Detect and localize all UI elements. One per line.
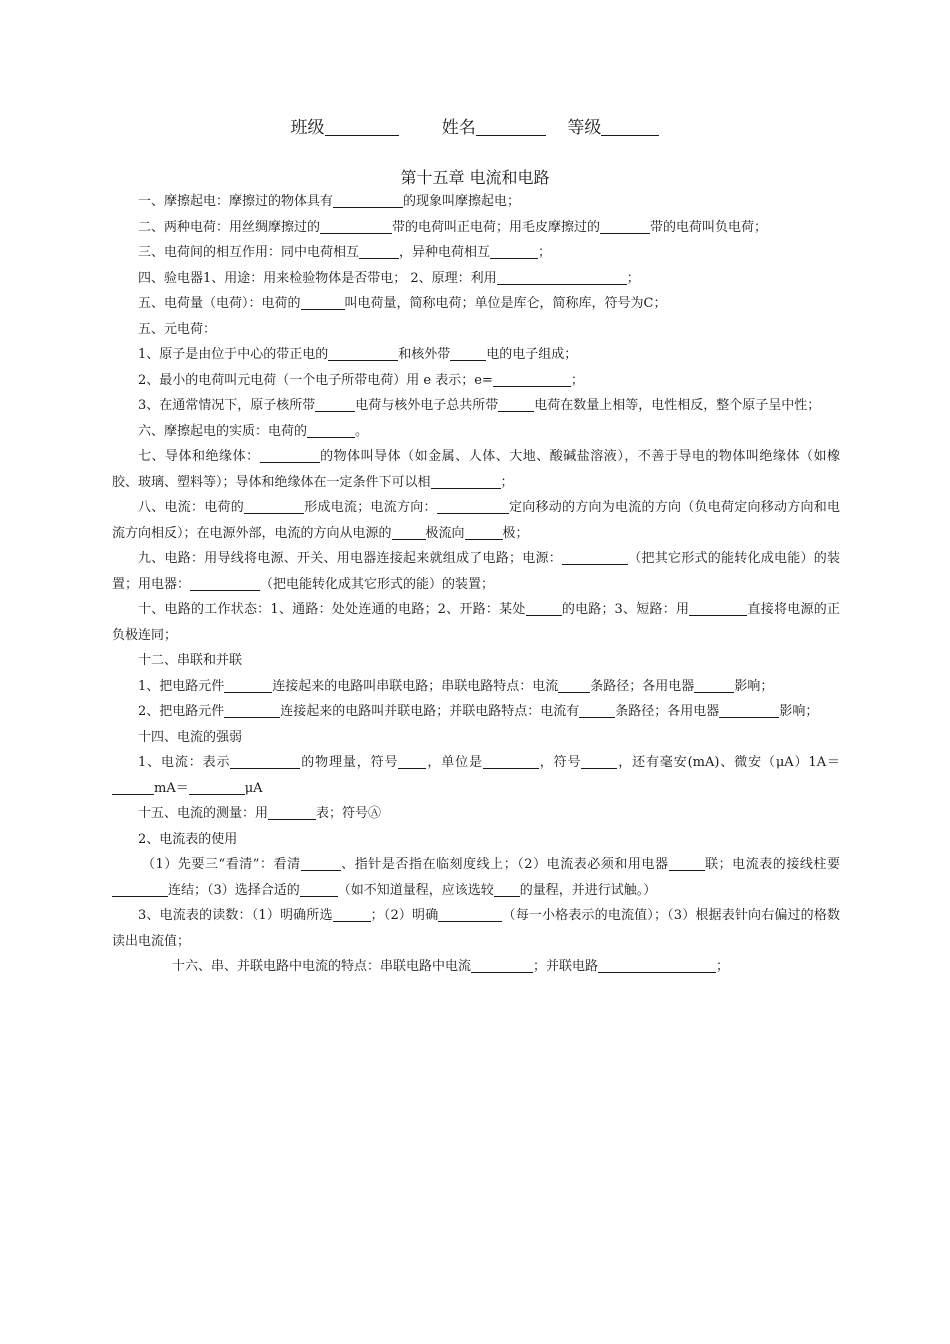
blank bbox=[112, 779, 154, 795]
text-segment: 定向移动的方向为电流的方向（负电荷定向移动方向和电流方向相反）；在电源外部，电流的方向从电源的 bbox=[112, 500, 840, 541]
item-ammeter-reading bbox=[112, 903, 840, 954]
text-segment: 一、摩擦起电：摩擦过的物体具有 bbox=[138, 194, 334, 209]
blank bbox=[719, 702, 779, 718]
text-segment: 形成电流；电流方向： bbox=[304, 500, 437, 515]
blank bbox=[224, 677, 272, 693]
text-segment: 的电路；3、短路：用 bbox=[561, 602, 690, 617]
blank bbox=[490, 243, 538, 259]
text-segment: 五、电荷量（电荷）：电荷的 bbox=[138, 296, 301, 311]
blank bbox=[268, 804, 316, 820]
blank bbox=[465, 524, 503, 540]
blank bbox=[694, 677, 734, 693]
text-segment: 2、把电路元件 bbox=[138, 704, 225, 719]
class-blank bbox=[325, 120, 399, 136]
text-segment: ，异种电荷相互 bbox=[399, 245, 491, 260]
text-segment: 带的电荷叫正电荷；用毛皮摩擦过的 bbox=[392, 219, 601, 235]
blank bbox=[581, 753, 617, 769]
blank bbox=[320, 218, 392, 234]
text-segment: 表；符号Ⓐ bbox=[316, 806, 382, 821]
item-ammeter-usage bbox=[112, 852, 840, 903]
item-current bbox=[112, 495, 840, 546]
text-segment: 叫电荷量，简称电荷；单位是库仑，简称库，符号为C； bbox=[344, 296, 667, 311]
item-charge-interaction bbox=[112, 240, 840, 266]
text-segment: mA＝ bbox=[154, 780, 189, 796]
text-segment: 九、电路：用导线将电源、开关、用电器连接起来就组成了电路；电源： bbox=[138, 551, 562, 566]
text-segment: 1、原子是由位于中心的带正电的 bbox=[138, 347, 329, 362]
item-electroscope bbox=[112, 266, 840, 292]
blank bbox=[190, 575, 260, 591]
item-atom-structure bbox=[112, 342, 840, 368]
text-segment: 十六、串、并联电路中电流的特点：串联电路中电流 bbox=[172, 959, 472, 974]
text-segment: 条路径；各用电器 bbox=[590, 678, 695, 694]
text-segment: 影响； bbox=[734, 678, 774, 694]
blank bbox=[431, 473, 501, 489]
text-segment: 影响； bbox=[779, 704, 819, 719]
blank bbox=[579, 702, 615, 718]
text-segment: ，单位是 bbox=[426, 755, 483, 770]
grade-blank bbox=[601, 120, 659, 136]
blank bbox=[493, 371, 571, 387]
item-two-charges bbox=[112, 215, 840, 241]
chapter-title: 第十五章 电流和电路 bbox=[400, 168, 550, 187]
text-segment: 八、电流：电荷的 bbox=[138, 500, 244, 515]
text-segment: 电荷与核外电子总共所带 bbox=[355, 398, 499, 413]
text-segment: 3、在通常情况下，原子核所带 bbox=[138, 398, 316, 413]
blank bbox=[307, 422, 355, 438]
item-elementary-charge bbox=[112, 368, 840, 394]
blank bbox=[437, 498, 509, 514]
blank bbox=[398, 753, 426, 769]
text-segment: 1、电流：表示 bbox=[138, 755, 231, 770]
text-segment: 四、验电器1、用途：用来检验物体是否带电； 2、原理：利用 bbox=[138, 270, 497, 286]
item-atom-neutral bbox=[112, 393, 840, 419]
text-segment: 和核外带 bbox=[398, 347, 451, 362]
blank bbox=[450, 345, 486, 361]
blank bbox=[301, 294, 345, 310]
blank bbox=[558, 677, 590, 693]
item-electrification-essence bbox=[112, 419, 840, 445]
item-series-parallel-heading: 十二、串联和并联 bbox=[138, 653, 243, 668]
text-segment: 电荷在数量上相等，电性相反，整个原子呈中性； bbox=[534, 398, 821, 413]
item-charge-quantity bbox=[112, 291, 840, 317]
item-series-circuit bbox=[112, 674, 840, 700]
text-segment: 条路径；各用电器 bbox=[615, 704, 720, 719]
text-segment: ； bbox=[570, 372, 584, 388]
blank bbox=[112, 881, 168, 897]
text-segment: 联；电流表的接线柱要 bbox=[704, 857, 840, 872]
text-segment: （如不知道量程，应该选较 bbox=[337, 882, 494, 898]
text-segment: ； bbox=[500, 474, 514, 490]
text-segment: 六、摩擦起电的实质：电荷的 bbox=[138, 423, 308, 439]
worksheet-content bbox=[112, 189, 840, 980]
text-segment: ；（2）明确 bbox=[370, 908, 439, 923]
text-segment: 三、电荷间的相互作用：同中电荷相互 bbox=[138, 245, 360, 260]
blank bbox=[438, 906, 502, 922]
text-segment: （1）先要三“看清”：看清 bbox=[142, 857, 301, 872]
student-info-header bbox=[0, 113, 950, 138]
blank bbox=[498, 396, 534, 412]
text-segment: 连接起来的电路叫串联电路；串联电路特点：电流 bbox=[272, 678, 559, 694]
blank bbox=[598, 957, 716, 973]
blank bbox=[562, 549, 628, 565]
blank bbox=[244, 498, 304, 514]
blank bbox=[483, 753, 539, 769]
text-segment: 连结；（3）选择合适的 bbox=[168, 882, 300, 898]
text-segment: ；并联电路 bbox=[533, 959, 599, 974]
blank bbox=[497, 269, 627, 285]
text-segment: ； bbox=[626, 270, 640, 286]
text-segment: 1、把电路元件 bbox=[138, 678, 225, 694]
text-segment: 电的电子组成； bbox=[486, 347, 578, 362]
blank bbox=[300, 881, 338, 897]
item-series-parallel-current bbox=[112, 954, 840, 980]
blank bbox=[359, 243, 399, 259]
item-current-measurement bbox=[112, 801, 840, 827]
blank bbox=[526, 600, 562, 616]
item-circuit-states bbox=[112, 597, 840, 648]
text-segment: 连接起来的电路叫并联电路；并联电路特点：电流有 bbox=[280, 704, 580, 719]
blank bbox=[189, 779, 245, 795]
text-segment: 十五、电流的测量：用 bbox=[138, 806, 269, 821]
text-segment: 3、电流表的读数：（1）明确所选 bbox=[138, 908, 333, 923]
text-segment: 的物体叫导体（如金属、人体、大地、酸碱盐溶液），不善于导电的物体叫绝缘体（如橡胶、玻璃、塑料等）；导体和绝缘体在一定条件下可以相 bbox=[112, 449, 840, 490]
text-segment: 带的电荷叫负电荷； bbox=[650, 219, 768, 235]
blank bbox=[333, 906, 371, 922]
item-ammeter-usage-heading: 2、电流表的使用 bbox=[138, 831, 238, 847]
text-segment: （把其它形式的能转化成电能）的装置；用电器： bbox=[112, 551, 840, 592]
text-segment: 直接将电源的正负极连同； bbox=[112, 602, 840, 643]
text-segment: 极流向 bbox=[425, 525, 465, 541]
text-segment: ； bbox=[538, 245, 552, 260]
text-segment: 的物理量，符号 bbox=[300, 755, 399, 770]
grade-label: 等级 bbox=[567, 118, 602, 138]
text-segment: 十、电路的工作状态：1、通路：处处连通的电路；2、开路：某处 bbox=[138, 602, 526, 617]
text-segment: 的量程，并进行试触。） bbox=[519, 882, 657, 898]
text-segment: 的现象叫摩擦起电； bbox=[403, 194, 521, 209]
blank bbox=[315, 396, 355, 412]
blank bbox=[328, 345, 398, 361]
blank bbox=[471, 957, 533, 973]
blank bbox=[494, 881, 520, 897]
blank bbox=[260, 447, 320, 463]
text-segment: 二、两种电荷：用丝绸摩擦过的 bbox=[138, 219, 321, 235]
item-elementary-charge-heading: 五、元电荷： bbox=[138, 321, 217, 337]
blank bbox=[600, 218, 650, 234]
blank bbox=[301, 855, 341, 871]
text-segment: ，符号 bbox=[538, 755, 582, 770]
text-segment: （把电能转化成其它形式的能）的装置； bbox=[260, 576, 495, 592]
name-blank bbox=[476, 120, 546, 136]
text-segment: 2、最小的电荷叫元电荷（一个电子所带电荷）用 e 表示；e= bbox=[138, 372, 493, 388]
text-segment: 极； bbox=[502, 525, 529, 541]
text-segment: μA bbox=[244, 780, 263, 796]
blank bbox=[230, 753, 300, 769]
item-circuit bbox=[112, 546, 840, 597]
blank bbox=[333, 192, 403, 208]
item-friction-electrification bbox=[112, 189, 840, 215]
blank bbox=[224, 702, 280, 718]
text-segment: ； bbox=[716, 959, 730, 974]
text-segment: （每一小格表示的电流值）；（3）根据表针向右偏过的格数读出电流值； bbox=[112, 908, 840, 949]
text-segment: ，还有毫安(mA)、微安（μA）1A＝ bbox=[617, 755, 840, 770]
blank bbox=[689, 600, 747, 616]
blank bbox=[392, 524, 426, 540]
item-conductors-insulators bbox=[112, 444, 840, 495]
class-label: 班级 bbox=[290, 118, 325, 138]
text-segment: 七、导体和绝缘体： bbox=[138, 449, 260, 464]
text-segment: 、指针是否指在临刻度线上；（2）电流表必须和用电器 bbox=[340, 857, 669, 872]
blank bbox=[669, 855, 705, 871]
item-parallel-circuit bbox=[112, 699, 840, 725]
item-current-definition bbox=[112, 750, 840, 801]
name-label: 姓名 bbox=[441, 118, 476, 138]
text-segment: 。 bbox=[355, 423, 369, 439]
item-current-strength-heading: 十四、电流的强弱 bbox=[138, 729, 243, 745]
